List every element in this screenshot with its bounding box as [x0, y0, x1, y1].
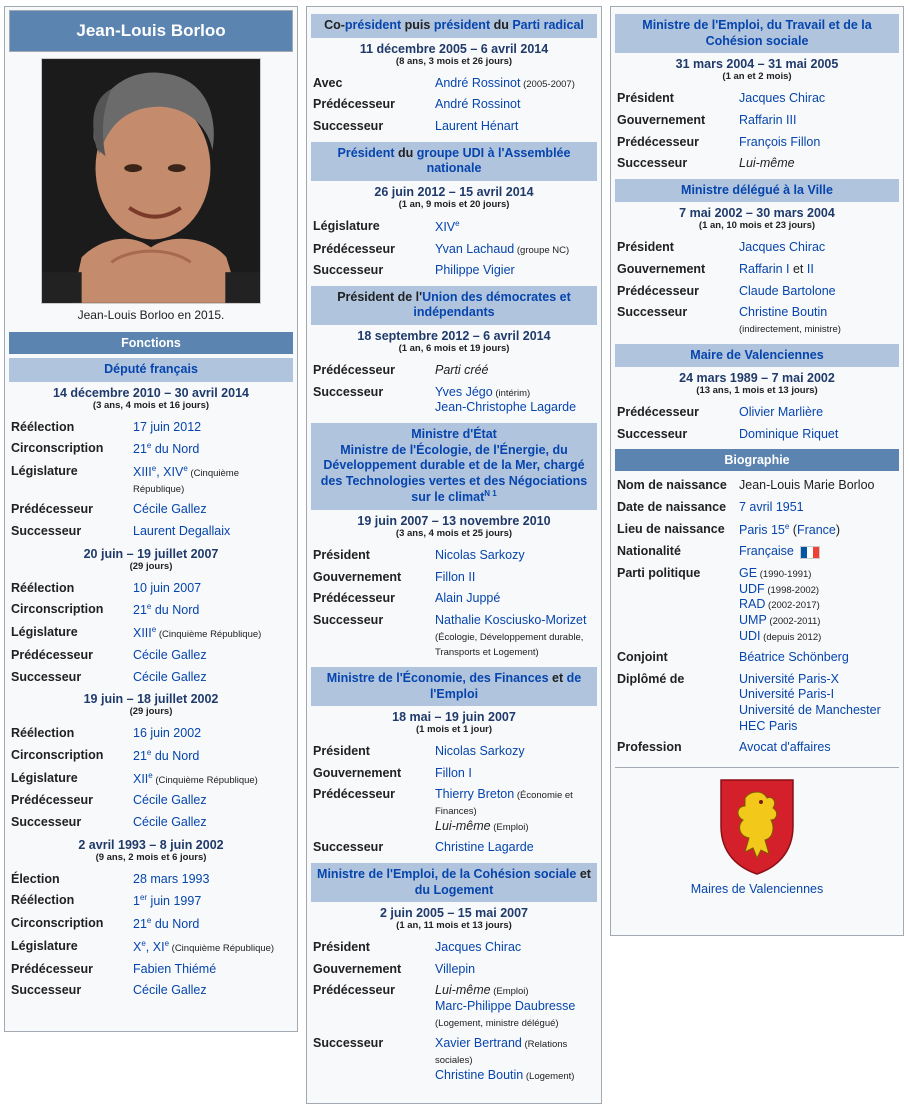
term-dates: 31 mars 2004 – 31 mai 2005 — [675, 57, 839, 72]
row-gouvernement: Gouvernement Raffarin III — [617, 112, 797, 127]
term-dates: 2 avril 1993 – 8 juin 2002 — [78, 837, 224, 852]
term-duration: (3 ans, 4 mois et 16 jours) — [92, 399, 210, 411]
divider — [615, 767, 899, 768]
row-successeur: Successeur Cécile Gallez — [11, 814, 207, 829]
diplome-item[interactable]: Université Paris-X — [739, 671, 840, 686]
row-gouvernement: Gouvernement Villepin — [313, 961, 476, 976]
row-circonscription: Circonscription 21e du Nord — [11, 915, 200, 932]
term-dates: 2 juin 2005 – 15 mai 2007 — [379, 906, 529, 921]
term-dates: 19 juin – 18 juillet 2002 — [83, 692, 219, 707]
row-predecesseur: Prédécesseur André Rossinot — [313, 97, 521, 112]
row-successeur: Successeur Xavier Bertrand (Relations sociales) Christine Boutin (Logement) — [313, 1036, 575, 1082]
row-successeur: Successeur Yves Jégo (intérim) Jean-Christophe Lagarde — [313, 384, 577, 415]
infobox-column-3 — [610, 6, 904, 936]
term-dates: 24 mars 1989 – 7 mai 2002 — [679, 371, 835, 386]
row-successeur: Successeur Cécile Gallez — [11, 983, 207, 998]
row-date-naissance: Date de naissance 7 avril 1951 — [617, 500, 804, 514]
row-predecesseur: Prédécesseur Fabien Thiémé — [11, 961, 217, 976]
term-duration: (1 an et 2 mois) — [722, 71, 792, 83]
row-legislature: Législature XIIIe, XIVe (Cinquième République) — [11, 464, 239, 495]
coat-of-arms-caption[interactable]: Maires de Valenciennes — [690, 881, 824, 896]
row-reelection: Réélection 10 juin 2007 — [11, 580, 202, 595]
row-predecesseur: Prédécesseur Claude Bartolone — [617, 283, 836, 298]
row-president: Président Nicolas Sarkozy — [313, 744, 525, 759]
row-predecesseur: Prédécesseur Yvan Lachaud (groupe NC) — [313, 241, 570, 256]
row-reelection: Réélection 1er juin 1997 — [11, 893, 202, 909]
term-dates: 19 juin 2007 – 13 novembre 2010 — [357, 514, 551, 529]
infobox-column-2 — [306, 6, 602, 1104]
row-president: Président Nicolas Sarkozy — [313, 548, 525, 563]
row-successeur: Successeur Cécile Gallez — [11, 669, 207, 684]
term-dates: 11 décembre 2005 – 6 avril 2014 — [359, 41, 549, 56]
row-profession: Profession Avocat d'affaires — [617, 740, 831, 755]
office-header-groupe-udi: Président du groupe UDI à l'Assemblée nationale — [311, 142, 597, 181]
president-link[interactable]: président — [344, 18, 402, 32]
partis-list — [739, 566, 897, 644]
term-duration: (13 ans, 1 mois et 13 jours) — [696, 385, 818, 397]
french-flag-icon — [800, 546, 820, 559]
depute-terms — [9, 386, 293, 1002]
row-predecesseur: Prédécesseur Thierry Breton (Économie et Finances) Lui-même (Emploi) — [313, 787, 573, 833]
row-legislature: Législature XIIIe (Cinquième République) — [11, 625, 262, 641]
row-reelection: Réélection 17 juin 2012 — [11, 419, 202, 434]
term-dates: 14 décembre 2010 – 30 avril 2014 — [53, 385, 249, 400]
parti-item: RAD (2002-2017) — [739, 597, 820, 612]
office-header-emploi-travail[interactable]: Ministre de l'Emploi, du Travail et de la Cohésion sociale — [615, 14, 899, 53]
row-predecesseur: Prédécesseur Cécile Gallez — [11, 502, 207, 517]
term-dates: 26 juin 2012 – 15 avril 2014 — [374, 184, 534, 199]
row-conjoint: Conjoint Béatrice Schönberg — [617, 650, 849, 665]
office-header-parti-radical: Co-président puis président du Parti radical — [311, 14, 597, 38]
row-successeur: Successeur Christine Boutin (indirectement, ministre) — [617, 305, 841, 335]
infobox-column-1 — [4, 6, 298, 1032]
row-avec: Avec André Rossinot (2005-2007) — [313, 75, 575, 90]
office-header-emploi-logement: Ministre de l'Emploi, de la Cohésion sociale et du Logement — [311, 863, 597, 902]
term-duration: (1 an, 9 mois et 20 jours) — [398, 198, 510, 210]
row-nationalite: Nationalité Française — [615, 541, 899, 563]
term-duration: (1 an, 6 mois et 19 jours) — [398, 343, 510, 355]
row-predecesseur: Prédécesseur Parti créé — [313, 363, 489, 378]
term-dates: 7 mai 2002 – 30 mars 2004 — [679, 206, 835, 221]
portrait-photo[interactable] — [41, 58, 261, 304]
row-successeur: Successeur Dominique Riquet — [617, 426, 839, 441]
photo-caption: Jean-Louis Borloo en 2015. — [77, 308, 225, 322]
row-president: Président Jacques Chirac — [617, 91, 826, 106]
term-dates: 18 septembre 2012 – 6 avril 2014 — [357, 329, 551, 344]
row-successeur: Successeur Laurent Hénart — [313, 118, 519, 133]
term-duration: (29 jours) — [129, 706, 173, 718]
row-successeur: Successeur Lui-même — [617, 156, 795, 171]
parti-radical-link[interactable]: Parti radical — [512, 18, 584, 32]
office-header-udi: Président de l'Union des démocrates et indépendants — [311, 286, 597, 325]
row-circonscription: Circonscription 21e du Nord — [11, 747, 200, 763]
row-successeur: Successeur Christine Lagarde — [313, 840, 534, 855]
term-dates: 18 mai – 19 juin 2007 — [392, 710, 516, 725]
row-president: Président Jacques Chirac — [617, 240, 826, 255]
parti-item: UDF (1998-2002) — [739, 581, 820, 596]
parti-item: UMP (2002-2011) — [739, 612, 821, 627]
parti-item: UDI (depuis 2012) — [739, 628, 822, 643]
president-link-2[interactable]: président — [433, 18, 491, 32]
office-header-economie: Ministre de l'Économie, des Finances et de l'Emploi — [311, 667, 597, 706]
term-duration: (1 an, 11 mois et 13 jours) — [396, 920, 512, 932]
term-duration: (3 ans, 4 mois et 25 jours) — [395, 528, 513, 540]
row-predecesseur: Prédécesseur Alain Juppé — [313, 591, 501, 606]
term-duration: (29 jours) — [129, 560, 173, 572]
infobox-title: Jean-Louis Borloo — [9, 10, 293, 52]
row-successeur: Successeur Philippe Vigier — [313, 263, 515, 278]
row-parti-politique: Parti politique GE (1990-1991) UDF (1998-2002) RAD (2002-2017) UMP (2002-2011) UDI (depuis 2012) — [615, 563, 899, 647]
diplome-item[interactable]: Université de Manchester — [739, 703, 881, 718]
row-predecesseur: Prédécesseur François Fillon — [617, 134, 821, 149]
row-nom-naissance: Nom de naissance Jean-Louis Marie Borloo — [617, 478, 875, 493]
row-legislature: Législature Xe, XIe (Cinquième République) — [11, 938, 275, 954]
term-dates: 20 juin – 19 juillet 2007 — [83, 546, 219, 561]
row-lieu-naissance: Lieu de naissance Paris 15e (France) — [617, 521, 841, 537]
row-successeur: Successeur Laurent Degallaix — [11, 524, 231, 539]
row-diplome: Diplômé de Université Paris-X Université Paris-I Université de Manchester HEC Paris — [615, 669, 899, 738]
parti-item: GE (1990-1991) — [739, 566, 812, 581]
section-header-biographie: Biographie — [615, 449, 899, 471]
row-legislature: Législature XIIe (Cinquième République) — [11, 770, 258, 786]
diplomes-list — [739, 672, 897, 735]
row-gouvernement: Gouvernement Fillon I — [313, 765, 472, 780]
office-header-ville[interactable]: Ministre délégué à la Ville — [615, 179, 899, 203]
row-gouvernement: Gouvernement Fillon II — [313, 569, 476, 584]
diplome-item[interactable]: HEC Paris — [739, 718, 798, 733]
row-predecesseur: Prédécesseur Cécile Gallez — [11, 647, 207, 662]
row-president: Président Jacques Chirac — [313, 940, 522, 955]
office-header-ministre-etat: Ministre d'État Ministre de l'Écologie, de l'Énergie, du Développement durable et de la Mer, chargé des Technologies vertes et des Négociations sur le climat$^{N 1}$ — [311, 423, 597, 510]
row-legislature: Législature XIVe — [313, 218, 460, 234]
office-header-maire[interactable]: Maire de Valenciennes — [615, 344, 899, 368]
row-gouvernement: Gouvernement Raffarin I et II — [617, 262, 814, 276]
diplome-item[interactable]: Université Paris-I — [739, 687, 835, 702]
term-duration: (9 ans, 2 mois et 6 jours) — [95, 851, 207, 863]
row-circonscription: Circonscription 21e du Nord — [11, 602, 200, 618]
row-reelection: Réélection 16 juin 2002 — [11, 726, 202, 741]
row-predecesseur: Prédécesseur Olivier Marlière — [617, 405, 824, 420]
term-duration: (1 mois et 1 jour) — [415, 724, 492, 736]
coat-of-arms-icon[interactable] — [717, 776, 797, 876]
section-header-fonctions: Fonctions — [9, 332, 293, 354]
row-predecesseur: Prédécesseur Cécile Gallez — [11, 793, 207, 808]
row-successeur: Successeur Nathalie Kosciusko-Morizet (Écologie, Développement durable, Transports et Logement) — [313, 613, 587, 659]
row-predecesseur: Prédécesseur Lui-même (Emploi) Marc-Philippe Daubresse (Logement, ministre délégué) — [313, 983, 576, 1029]
row-circonscription: Circonscription 21e du Nord — [11, 441, 200, 457]
term-duration: (1 an, 10 mois et 23 jours) — [698, 220, 816, 232]
office-header-depute[interactable]: Député français — [9, 358, 293, 382]
term-duration: (8 ans, 3 mois et 26 jours) — [395, 55, 513, 67]
row-election: Élection 28 mars 1993 — [11, 871, 210, 886]
